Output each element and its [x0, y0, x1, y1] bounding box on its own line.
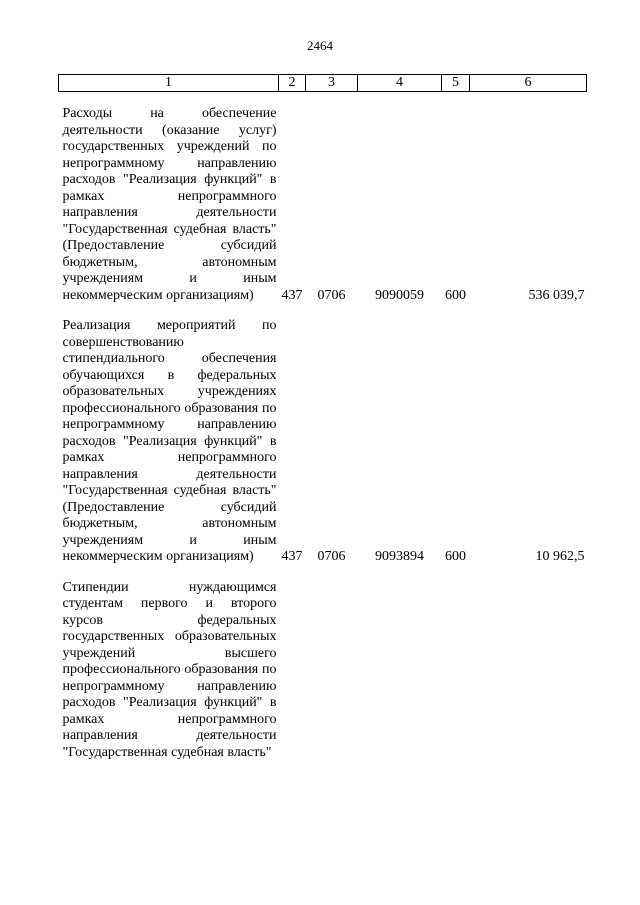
- header-cell-5: 5: [442, 75, 470, 92]
- row-code-4: 9093894: [375, 549, 424, 564]
- header-cell-4: 4: [358, 75, 442, 92]
- row-code-4: [358, 566, 442, 762]
- row-description: Реализация мероприятий по совершенствованию стипендиального обеспечения обучающихся в федеральных образовательных учреждениях профессионального образования по непрограммному направлению расходов "Реализация функций" в рамках непрограммного направления деятельности "Государственная судебная власть" (Предоставление субсидий бюджетным, автономным учреждениям и иным некоммерческим организациям): [62, 318, 277, 564]
- row-amount: [470, 566, 587, 762]
- header-cell-6: 6: [470, 75, 587, 92]
- table-row: [59, 566, 587, 762]
- row-description: Стипендии нуждающимся студентам первого и второго курсов федеральных государственных образовательных учреждений высшего профессионального образования по непрограммному направлению расходов "Реализация функций" в рамках непрограммного направления деятельности "Государственная судебная власть": [62, 579, 277, 760]
- row-code-3: 0706: [317, 287, 346, 303]
- table-row: [59, 304, 587, 566]
- header-cell-2: 2: [279, 75, 306, 92]
- row-code-2: 437: [281, 549, 303, 564]
- row-description: Расходы на обеспечение деятельности (оказание услуг) государственных учреждений по непрограммному направлению расходов "Реализация функций" в рамках непрограммного направления деятельности "Государственная судебная власть" (Предоставление субсидий бюджетным, автономным учреждениям и иным некоммерческим организациям): [62, 106, 277, 303]
- budget-table: [58, 74, 587, 761]
- row-amount: 536 039,7: [528, 287, 585, 303]
- row-code-5: 600: [445, 549, 466, 564]
- row-code-4: 9090059: [375, 287, 424, 303]
- row-code-3: [306, 566, 358, 762]
- table-header-row: [59, 75, 587, 92]
- row-code-5: [442, 566, 470, 762]
- row-code-2: [279, 566, 306, 762]
- row-code-3: 0706: [317, 549, 346, 564]
- table-row: [59, 92, 587, 305]
- row-amount: 10 962,5: [535, 549, 585, 564]
- header-cell-3: 3: [306, 75, 358, 92]
- row-code-5: 600: [445, 287, 466, 303]
- header-cell-1: 1: [59, 75, 279, 92]
- page-number: 2464: [307, 38, 333, 53]
- row-code-2: 437: [281, 287, 303, 303]
